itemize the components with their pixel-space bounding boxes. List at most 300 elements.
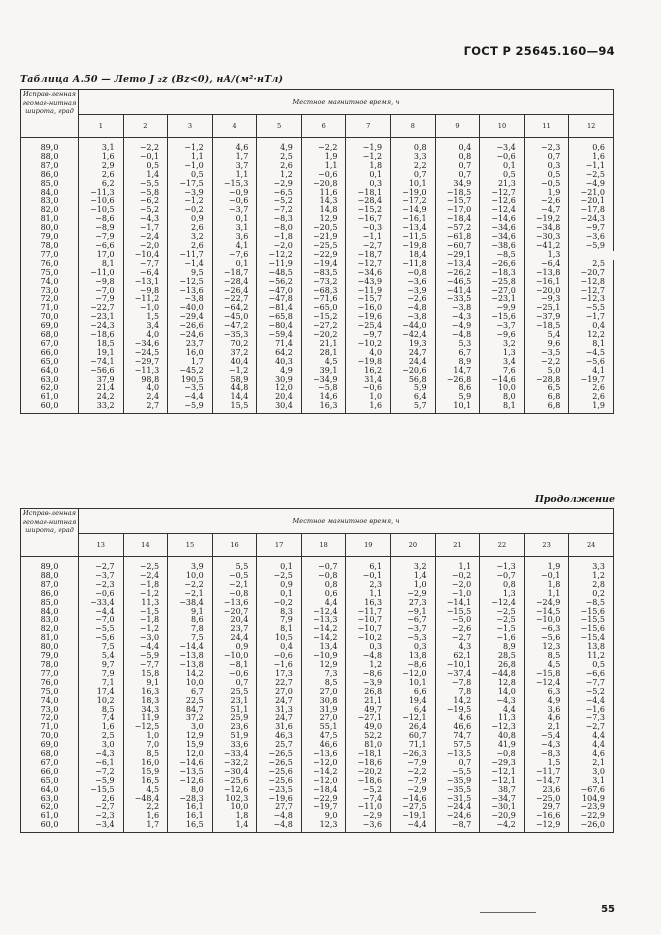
latitude-cell: 83,0 xyxy=(21,616,79,625)
value-cell: −1,3 xyxy=(480,557,525,572)
value-cell: 39,1 xyxy=(301,367,346,376)
value-cell: −27,1 xyxy=(346,714,391,723)
value-cell: 27,0 xyxy=(301,714,346,723)
value-cell: 7,1 xyxy=(79,679,124,688)
value-cell: −5,6 xyxy=(79,634,124,643)
value-cell: −0,1 xyxy=(346,572,391,581)
value-cell: −83,5 xyxy=(301,269,346,278)
value-cell: −20,0 xyxy=(524,287,569,296)
value-cell: 104,9 xyxy=(569,795,614,804)
value-cell: 10,2 xyxy=(79,697,124,706)
value-cell: 2,9 xyxy=(79,162,124,171)
value-cell: −5,2 xyxy=(123,206,168,215)
value-cell: −8,3 xyxy=(257,215,302,224)
value-cell: −5,9 xyxy=(569,242,614,251)
value-cell: −14,2 xyxy=(301,634,346,643)
hour-column-header: 13 xyxy=(79,534,124,557)
value-cell: −11,0 xyxy=(79,269,124,278)
value-cell: −42,4 xyxy=(391,331,436,340)
value-cell: −2,3 xyxy=(79,581,124,590)
value-cell: 7,9 xyxy=(257,616,302,625)
latitude-cell: 77,0 xyxy=(21,251,79,260)
local-time-group-header: Местное магнитное время, ч xyxy=(79,90,614,115)
value-cell: −11,7 xyxy=(168,251,213,260)
value-cell: −26,6 xyxy=(480,260,525,269)
value-cell: −8,6 xyxy=(391,661,436,670)
value-cell: 6,4 xyxy=(391,393,436,402)
value-cell: −25,6 xyxy=(257,768,302,777)
value-cell: −10,0 xyxy=(524,616,569,625)
table-row xyxy=(21,557,614,572)
value-cell: −73,2 xyxy=(301,278,346,287)
value-cell: −3,9 xyxy=(346,679,391,688)
value-cell: 2,6 xyxy=(79,795,124,804)
latitude-cell: 75,0 xyxy=(21,269,79,278)
value-cell: −11,8 xyxy=(391,260,436,269)
value-cell: −47,0 xyxy=(257,287,302,296)
value-cell: 1,1 xyxy=(301,162,346,171)
table-row xyxy=(21,402,614,413)
value-cell: −8,5 xyxy=(480,251,525,260)
value-cell: −4,2 xyxy=(480,821,525,832)
value-cell: 1,5 xyxy=(123,313,168,322)
value-cell: 13,8 xyxy=(391,652,436,661)
value-cell: −2,9 xyxy=(257,180,302,189)
value-cell: 1,2 xyxy=(257,171,302,180)
value-cell: 51,9 xyxy=(212,732,257,741)
value-cell: −8,0 xyxy=(257,224,302,233)
value-cell: −44,0 xyxy=(391,322,436,331)
value-cell: 46,3 xyxy=(257,732,302,741)
value-cell: −30,3 xyxy=(524,233,569,242)
value-cell: −10,5 xyxy=(79,206,124,215)
value-cell: 8,9 xyxy=(480,643,525,652)
value-cell: 2,4 xyxy=(123,393,168,402)
value-cell: −1,6 xyxy=(480,634,525,643)
value-cell: −20,9 xyxy=(480,812,525,821)
value-cell: 17,4 xyxy=(79,688,124,697)
value-cell: 1,3 xyxy=(480,349,525,358)
value-cell: −1,8 xyxy=(123,581,168,590)
value-cell: −4,3 xyxy=(79,750,124,759)
value-cell: 12,3 xyxy=(301,821,346,832)
value-cell: 40,8 xyxy=(480,732,525,741)
value-cell: 27,0 xyxy=(257,688,302,697)
value-cell: −4,8 xyxy=(346,652,391,661)
value-cell: 16,0 xyxy=(168,349,213,358)
value-cell: −20,2 xyxy=(346,768,391,777)
value-cell: 4,4 xyxy=(301,599,346,608)
hour-column-header: 3 xyxy=(168,115,213,138)
value-cell: 15,9 xyxy=(123,768,168,777)
latitude-cell: 63,0 xyxy=(21,376,79,385)
value-cell: −12,6 xyxy=(168,777,213,786)
value-cell: −8,6 xyxy=(79,215,124,224)
value-cell: 3,6 xyxy=(212,233,257,242)
value-cell: 12,0 xyxy=(257,384,302,393)
value-cell: 10,0 xyxy=(168,572,213,581)
value-cell: 49,0 xyxy=(346,723,391,732)
value-cell: −7,7 xyxy=(123,260,168,269)
value-cell: 6,7 xyxy=(435,349,480,358)
value-cell: 1,7 xyxy=(212,153,257,162)
value-cell: 0,7 xyxy=(435,759,480,768)
latitude-cell: 66,0 xyxy=(21,349,79,358)
value-cell: 27,0 xyxy=(301,688,346,697)
value-cell: 8,5 xyxy=(524,652,569,661)
value-cell: −8,6 xyxy=(346,670,391,679)
value-cell: 21,3 xyxy=(480,180,525,189)
value-cell: −1,6 xyxy=(257,661,302,670)
value-cell: −43,9 xyxy=(346,278,391,287)
value-cell: 1,9 xyxy=(569,402,614,413)
value-cell: 31,6 xyxy=(257,723,302,732)
value-cell: −7,4 xyxy=(346,795,391,804)
value-cell: 9,1 xyxy=(123,679,168,688)
hour-column-header: 24 xyxy=(569,534,614,557)
value-cell: 51,1 xyxy=(212,706,257,715)
value-cell: 13,4 xyxy=(301,643,346,652)
value-cell: 0,1 xyxy=(480,162,525,171)
latitude-cell: 82,0 xyxy=(21,625,79,634)
value-cell: 0,6 xyxy=(301,590,346,599)
value-cell: −6,1 xyxy=(79,759,124,768)
value-cell: −8,1 xyxy=(212,661,257,670)
value-cell: −1,5 xyxy=(123,608,168,617)
value-cell: 2,6 xyxy=(257,162,302,171)
latitude-cell: 77,0 xyxy=(21,670,79,679)
latitude-cell: 62,0 xyxy=(21,384,79,393)
value-cell: −5,8 xyxy=(123,189,168,198)
value-cell: 0,7 xyxy=(435,171,480,180)
value-cell: 9,0 xyxy=(301,812,346,821)
value-cell: 0,1 xyxy=(346,171,391,180)
value-cell: 24,4 xyxy=(212,634,257,643)
value-cell: −4,3 xyxy=(435,313,480,322)
value-cell: −1,9 xyxy=(346,138,391,153)
value-cell: 4,9 xyxy=(257,138,302,153)
value-cell: 20,4 xyxy=(257,393,302,402)
footer-rule xyxy=(480,912,536,913)
latitude-cell: 67,0 xyxy=(21,340,79,349)
value-cell: −11,7 xyxy=(346,608,391,617)
value-cell: 17,3 xyxy=(257,670,302,679)
value-cell: −4,9 xyxy=(435,322,480,331)
value-cell: 25,9 xyxy=(212,714,257,723)
value-cell: 15,9 xyxy=(168,741,213,750)
value-cell: 30,4 xyxy=(257,402,302,413)
value-cell: 10,1 xyxy=(391,180,436,189)
value-cell: 4,0 xyxy=(123,384,168,393)
latitude-cell: 86,0 xyxy=(21,590,79,599)
value-cell: −3,8 xyxy=(168,295,213,304)
value-cell: 27,3 xyxy=(391,599,436,608)
latitude-cell: 66,0 xyxy=(21,768,79,777)
value-cell: 3,6 xyxy=(524,706,569,715)
value-cell: −11,2 xyxy=(123,295,168,304)
latitude-cell: 84,0 xyxy=(21,189,79,198)
value-cell: 2,1 xyxy=(524,723,569,732)
value-cell: −2,2 xyxy=(524,358,569,367)
value-cell: 17,0 xyxy=(79,251,124,260)
value-cell: −37,4 xyxy=(435,670,480,679)
value-cell: 8,5 xyxy=(301,679,346,688)
value-cell: −15,7 xyxy=(435,197,480,206)
value-cell: 1,5 xyxy=(524,759,569,768)
value-cell: −25,6 xyxy=(257,777,302,786)
value-cell: −14,5 xyxy=(524,608,569,617)
latitude-cell: 70,0 xyxy=(21,732,79,741)
continuation-label: Продолжение xyxy=(534,494,615,505)
value-cell: 1,4 xyxy=(391,572,436,581)
value-cell: −5,4 xyxy=(524,732,569,741)
value-cell: −68,3 xyxy=(301,287,346,296)
value-cell: −10,6 xyxy=(79,197,124,206)
latitude-cell: 64,0 xyxy=(21,367,79,376)
value-cell: 2,2 xyxy=(391,162,436,171)
value-cell: −24,4 xyxy=(435,803,480,812)
latitude-cell: 84,0 xyxy=(21,608,79,617)
value-cell: −6,4 xyxy=(524,260,569,269)
value-cell: −64,2 xyxy=(212,304,257,313)
value-cell: −14,7 xyxy=(524,777,569,786)
latitude-cell: 60,0 xyxy=(21,821,79,832)
value-cell: −1,8 xyxy=(123,616,168,625)
value-cell: −0,3 xyxy=(346,224,391,233)
latitude-cell: 89,0 xyxy=(21,557,79,572)
value-cell: −2,5 xyxy=(257,572,302,581)
value-cell: 0,3 xyxy=(346,643,391,652)
value-cell: 0,1 xyxy=(212,260,257,269)
value-cell: 4,3 xyxy=(435,643,480,652)
value-cell: 13,8 xyxy=(569,643,614,652)
value-cell: −11,0 xyxy=(346,803,391,812)
value-cell: 16,5 xyxy=(123,777,168,786)
value-cell: 70,2 xyxy=(212,340,257,349)
latitude-cell: 89,0 xyxy=(21,138,79,153)
value-cell: −26,2 xyxy=(435,269,480,278)
value-cell: −13,8 xyxy=(524,269,569,278)
value-cell: −3,8 xyxy=(391,313,436,322)
value-cell: 0,7 xyxy=(435,162,480,171)
value-cell: −2,7 xyxy=(435,634,480,643)
value-cell: −14,6 xyxy=(480,376,525,385)
value-cell: −22,9 xyxy=(301,795,346,804)
value-cell: 23,6 xyxy=(212,723,257,732)
latitude-cell: 87,0 xyxy=(21,581,79,590)
value-cell: 6,8 xyxy=(524,393,569,402)
value-cell: −26,5 xyxy=(257,759,302,768)
value-cell: −56,6 xyxy=(79,367,124,376)
value-cell: 6,4 xyxy=(391,706,436,715)
value-cell: 4,1 xyxy=(212,242,257,251)
value-cell: 11,2 xyxy=(569,652,614,661)
value-cell: −8,3 xyxy=(524,750,569,759)
value-cell: −15,6 xyxy=(569,608,614,617)
value-cell: −1,1 xyxy=(346,233,391,242)
latitude-cell: 61,0 xyxy=(21,393,79,402)
value-cell: −18,6 xyxy=(346,777,391,786)
value-cell: −8,5 xyxy=(569,599,614,608)
value-cell: −71,6 xyxy=(301,295,346,304)
value-cell: −35,9 xyxy=(435,777,480,786)
data-table-hours-13-24 xyxy=(20,508,614,833)
value-cell: 15,5 xyxy=(212,402,257,413)
value-cell: 11,3 xyxy=(480,714,525,723)
value-cell: −7,9 xyxy=(79,295,124,304)
value-cell: −13,6 xyxy=(168,287,213,296)
hour-column-header: 18 xyxy=(301,534,346,557)
value-cell: 56,8 xyxy=(391,376,436,385)
value-cell: −47,2 xyxy=(212,322,257,331)
value-cell: −16,1 xyxy=(391,215,436,224)
value-cell: 4,9 xyxy=(524,697,569,706)
value-cell: −3,9 xyxy=(168,189,213,198)
value-cell: −10,2 xyxy=(346,634,391,643)
value-cell: 16,3 xyxy=(301,402,346,413)
hour-column-header: 22 xyxy=(480,534,525,557)
latitude-cell: 72,0 xyxy=(21,295,79,304)
value-cell: 3,2 xyxy=(168,233,213,242)
value-cell: −28,4 xyxy=(346,197,391,206)
value-cell: 14,8 xyxy=(301,206,346,215)
value-cell: −11,9 xyxy=(257,260,302,269)
value-cell: −26,5 xyxy=(257,750,302,759)
hour-column-header: 20 xyxy=(391,534,436,557)
value-cell: −18,3 xyxy=(480,269,525,278)
value-cell: −5,9 xyxy=(168,402,213,413)
value-cell: −18,5 xyxy=(524,322,569,331)
value-cell: 0,3 xyxy=(391,643,436,652)
value-cell: 3,1 xyxy=(212,224,257,233)
value-cell: 2,1 xyxy=(569,759,614,768)
value-cell: 1,1 xyxy=(212,171,257,180)
value-cell: −30,1 xyxy=(480,803,525,812)
value-cell: 10,0 xyxy=(480,384,525,393)
value-cell: −23,5 xyxy=(257,786,302,795)
value-cell: −4,3 xyxy=(123,215,168,224)
value-cell: 26,8 xyxy=(480,661,525,670)
value-cell: 71,4 xyxy=(257,340,302,349)
latitude-cell: 79,0 xyxy=(21,233,79,242)
value-cell: −1,1 xyxy=(569,162,614,171)
value-cell: −18,4 xyxy=(301,786,346,795)
value-cell: −41,2 xyxy=(524,242,569,251)
value-cell: −19,7 xyxy=(301,803,346,812)
value-cell: −21,0 xyxy=(569,189,614,198)
value-cell: −18,6 xyxy=(79,331,124,340)
latitude-cell: 67,0 xyxy=(21,759,79,768)
value-cell: −60,7 xyxy=(435,242,480,251)
value-cell: 2,6 xyxy=(569,384,614,393)
value-cell: 8,1 xyxy=(257,625,302,634)
value-cell: −18,1 xyxy=(346,750,391,759)
value-cell: −12,3 xyxy=(480,723,525,732)
value-cell: −12,2 xyxy=(257,251,302,260)
value-cell: −10,1 xyxy=(435,661,480,670)
value-cell: −35,5 xyxy=(435,786,480,795)
value-cell: −5,0 xyxy=(435,616,480,625)
value-cell: 19,3 xyxy=(391,340,436,349)
value-cell: −30,4 xyxy=(212,768,257,777)
value-cell: −6,2 xyxy=(123,197,168,206)
value-cell: 23,7 xyxy=(212,625,257,634)
value-cell: 22,5 xyxy=(168,697,213,706)
value-cell: 5,4 xyxy=(79,652,124,661)
value-cell: 40,3 xyxy=(257,358,302,367)
value-cell: 0,5 xyxy=(168,171,213,180)
value-cell: −29,1 xyxy=(435,251,480,260)
value-cell: −2,5 xyxy=(480,608,525,617)
latitude-cell: 65,0 xyxy=(21,358,79,367)
hour-column-header: 16 xyxy=(212,534,257,557)
value-cell: 0,8 xyxy=(480,581,525,590)
value-cell: 28,1 xyxy=(301,349,346,358)
value-cell: 24,7 xyxy=(391,349,436,358)
value-cell: 3,7 xyxy=(212,162,257,171)
value-cell: 1,9 xyxy=(524,189,569,198)
value-cell: 1,0 xyxy=(346,393,391,402)
value-cell: −5,5 xyxy=(569,304,614,313)
value-cell: −2,5 xyxy=(123,557,168,572)
value-cell: −14,6 xyxy=(391,795,436,804)
value-cell: −44,8 xyxy=(480,670,525,679)
value-cell: −0,6 xyxy=(346,384,391,393)
value-cell: −25,4 xyxy=(346,322,391,331)
value-cell: 9,5 xyxy=(168,269,213,278)
value-cell: −2,5 xyxy=(480,616,525,625)
value-cell: 18,4 xyxy=(391,251,436,260)
value-cell: 6,7 xyxy=(168,688,213,697)
value-cell: 28,5 xyxy=(480,652,525,661)
value-cell: 7,5 xyxy=(79,643,124,652)
value-cell: 31,3 xyxy=(257,706,302,715)
value-cell: 25,7 xyxy=(257,741,302,750)
value-cell: 3,2 xyxy=(480,340,525,349)
value-cell: −16,7 xyxy=(346,215,391,224)
value-cell: 0,8 xyxy=(391,138,436,153)
value-cell: 4,6 xyxy=(569,750,614,759)
hour-column-header: 23 xyxy=(524,534,569,557)
latitude-cell: 60,0 xyxy=(21,402,79,413)
value-cell: 2,5 xyxy=(79,732,124,741)
value-cell: −10,7 xyxy=(346,616,391,625)
value-cell: 0,5 xyxy=(569,661,614,670)
value-cell: −14,6 xyxy=(480,215,525,224)
value-cell: −16,1 xyxy=(524,278,569,287)
value-cell: 74,7 xyxy=(435,732,480,741)
value-cell: 40,4 xyxy=(212,358,257,367)
value-cell: 2,5 xyxy=(569,260,614,269)
value-cell: 7,3 xyxy=(301,670,346,679)
value-cell: −0,8 xyxy=(301,572,346,581)
value-cell: 1,8 xyxy=(212,812,257,821)
value-cell: −6,5 xyxy=(257,189,302,198)
value-cell: 1,2 xyxy=(346,661,391,670)
value-cell: 24,4 xyxy=(391,358,436,367)
value-cell: 1,1 xyxy=(524,590,569,599)
value-cell: −22,7 xyxy=(212,295,257,304)
latitude-cell: 61,0 xyxy=(21,812,79,821)
value-cell: 1,6 xyxy=(346,402,391,413)
value-cell: −26,6 xyxy=(168,322,213,331)
hour-column-header: 5 xyxy=(257,115,302,138)
value-cell: 4,0 xyxy=(123,331,168,340)
latitude-cell: 73,0 xyxy=(21,706,79,715)
value-cell: 0,7 xyxy=(391,171,436,180)
value-cell: −32,2 xyxy=(212,759,257,768)
value-cell: −4,3 xyxy=(524,741,569,750)
